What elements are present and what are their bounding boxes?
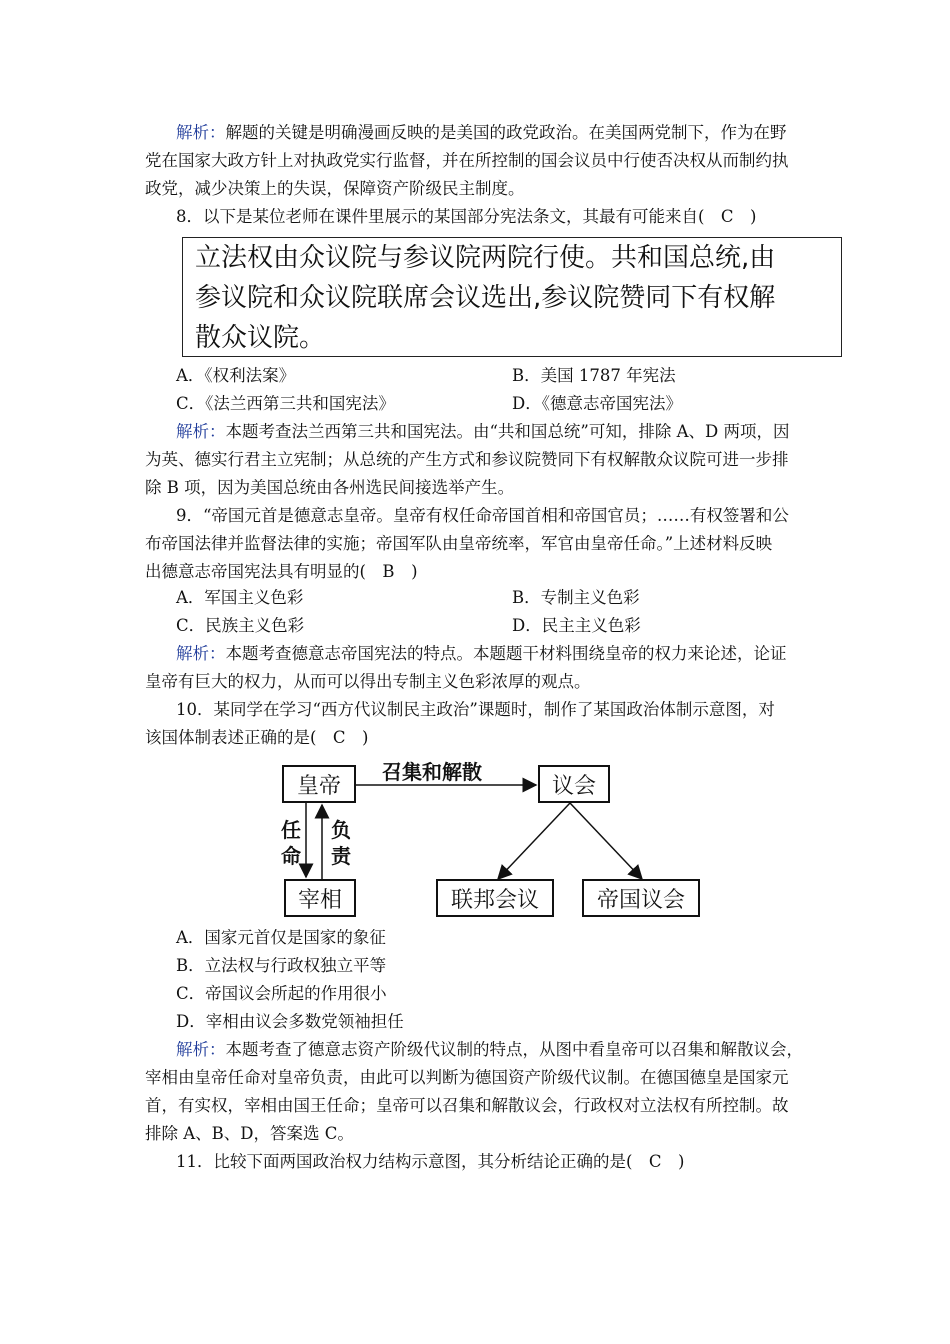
emperor-node: 皇帝 xyxy=(282,765,356,803)
q8-constitution-quote-box xyxy=(182,237,842,357)
q10-analysis-line-3: 首，有实权，宰相由国王任命；皇帝可以召集和解散议会，行政权对立法权有所控制。故 xyxy=(145,1096,789,1115)
convene-dissolve-label: 召集和解散 xyxy=(382,760,482,784)
q11-stem: 11．比较下面两国政治权力结构示意图，其分析结论正确的是( C ) xyxy=(176,1152,685,1171)
analysis-text: 本题考查了德意志资产阶级代议制的特点，从图中看皇帝可以召集和解散议会， xyxy=(225,1040,803,1059)
analysis-text: 解题的关键是明确漫画反映的是美国的政党政治。在美国两党制下，作为在野 xyxy=(225,123,787,142)
analysis-text: 本题考查德意志帝国宪法的特点。本题题干材料围绕皇帝的权力来论述，论证 xyxy=(225,644,787,663)
q9-option-b: B．专制主义色彩 xyxy=(512,588,640,607)
quote-line-3: 散众议院。 xyxy=(195,323,326,353)
quote-line-2: 参议院和众议院联席会议选出,参议院赞同下有权解 xyxy=(195,283,776,313)
q10-analysis-line-4: 排除 A、B、D，答案选 C。 xyxy=(145,1124,354,1143)
q9-option-d: D．民主主义色彩 xyxy=(512,616,641,635)
q10-stem-line-1: 10．某同学在学习“西方代议制民主政治”课题时，制作了某国政治体制示意图，对 xyxy=(176,700,775,719)
appoint-label: 任命 xyxy=(281,818,301,868)
q10-stem-line-2: 该国体制表述正确的是( C ) xyxy=(145,728,369,747)
to-imperial-diet-arrow xyxy=(570,803,642,879)
q8-option-d: D．《德意志帝国宪法》 xyxy=(512,394,682,413)
q7-analysis-line-1 xyxy=(176,119,856,147)
q9-stem-line-2: 布帝国法律并监督法律的实施；帝国军队由皇帝统率，军官由皇帝任命。”上述材料反映 xyxy=(145,534,773,553)
analysis-label: 解析： xyxy=(176,123,226,142)
q7-analysis-line-2: 党在国家大政方针上对执政党实行监督，并在所控制的国会议员中行使否决权从而制约执 xyxy=(145,151,789,170)
q10-option-d: D．宰相由议会多数党领袖担任 xyxy=(176,1012,404,1031)
q9-stem-line-3: 出德意志帝国宪法具有明显的( B ) xyxy=(145,562,418,581)
q10-option-a: A．国家元首仅是国家的象征 xyxy=(176,928,386,947)
analysis-label: 解析： xyxy=(176,644,226,663)
analysis-label: 解析： xyxy=(176,422,226,441)
to-federal-council-arrow xyxy=(498,803,570,879)
q10-analysis-line-2: 宰相由皇帝任命对皇帝负责，由此可以判断为德国资产阶级代议制。在德国德皇是国家元 xyxy=(145,1068,789,1087)
q8-analysis-line-2: 为英、德实行君主立宪制；从总统的产生方式和参议院赞同下有权解散众议院可进一步排 xyxy=(145,450,789,469)
q8-option-b: B．美国 1787 年宪法 xyxy=(512,366,676,385)
q8-stem: 8．以下是某位老师在课件里展示的某国部分宪法条文，其最有可能来自( C ) xyxy=(176,207,757,226)
q10-option-c: C．帝国议会所起的作用很小 xyxy=(176,984,387,1003)
q8-analysis-line-1 xyxy=(176,418,856,446)
q9-option-c: C．民族主义色彩 xyxy=(176,616,305,635)
q9-analysis-line-2: 皇帝有巨大的权力，从而可以得出专制主义色彩浓厚的观点。 xyxy=(145,672,591,691)
q9-stem-line-1: 9．“帝国元首是德意志皇帝。皇帝有权任命帝国首相和帝国官员；……有权签署和公 xyxy=(176,506,789,525)
responsible-label: 负责 xyxy=(331,818,351,868)
q10-option-b: B．立法权与行政权独立平等 xyxy=(176,956,387,975)
chancellor-node: 宰相 xyxy=(284,879,356,917)
federal-council-node: 联邦会议 xyxy=(436,879,554,917)
analysis-label: 解析： xyxy=(176,1040,226,1059)
q9-option-a: A．军国主义色彩 xyxy=(176,588,304,607)
q8-option-a: A．《权利法案》 xyxy=(176,366,296,385)
political-system-diagram xyxy=(270,755,730,925)
q9-analysis-line-1 xyxy=(176,640,856,668)
parliament-node: 议会 xyxy=(538,765,610,803)
q7-analysis-line-3: 政党，减少决策上的失误，保障资产阶级民主制度。 xyxy=(145,179,525,198)
analysis-text: 本题考查法兰西第三共和国宪法。由“共和国总统”可知，排除 A、D 两项，因 xyxy=(225,422,790,441)
imperial-diet-node: 帝国议会 xyxy=(582,879,700,917)
quote-line-1: 立法权由众议院与参议院两院行使。共和国总统,由 xyxy=(195,243,776,273)
q8-analysis-line-3: 除 B 项，因为美国总统由各州选民间接选举产生。 xyxy=(145,478,515,497)
q10-analysis-line-1 xyxy=(176,1036,856,1064)
q8-option-c: C．《法兰西第三共和国宪法》 xyxy=(176,394,395,413)
